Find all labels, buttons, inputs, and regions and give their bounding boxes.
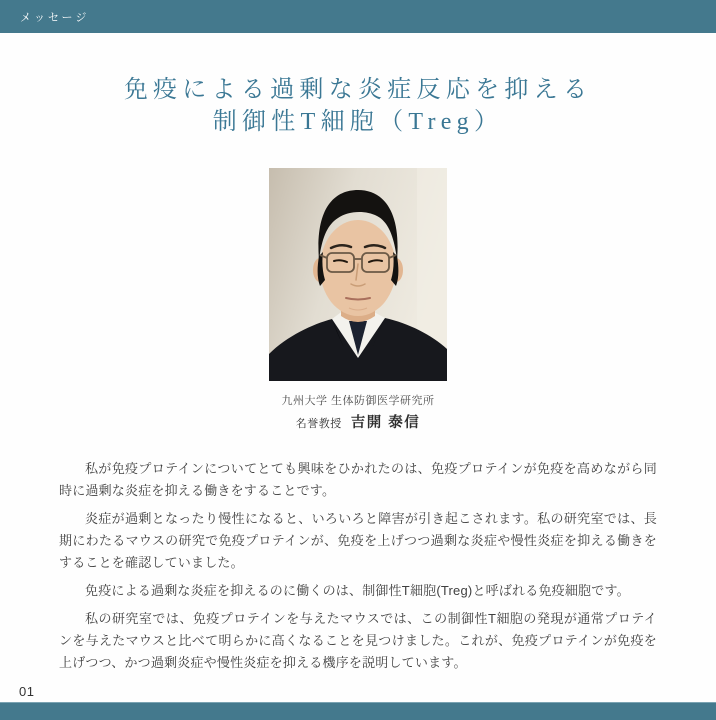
paragraph-3: 免疫による過剰な炎症を抑えるのに働くのは、制御性T細胞(Treg)と呼ばれる免疫細胞です。: [85, 583, 630, 598]
section-label: メッセージ: [20, 11, 90, 24]
photo-caption: [0, 392, 716, 432]
professor-photo: [269, 168, 447, 381]
affiliation-text: 九州大学 生体防御医学研究所: [281, 395, 435, 407]
role-text: 名誉教授: [295, 418, 342, 430]
page-title-line2: 制御性T細胞（Treg）: [212, 109, 504, 135]
professor-portrait-illustration: [269, 168, 447, 381]
paragraph-4: 私の研究室では、免疫プロテインを与えたマウスでは、この制御性T細胞の発現が通常プロテインを与えたマウスと比べて明らかに高くなることを見つけました。これが、免疫プロテインが免疫を上げつつ、かつ過剰炎症や慢性炎症を抑える機序を説明しています。: [59, 611, 657, 670]
paragraph-2: 炎症が過剰となったり慢性になると、いろいろと障害が引き起こされます。私の研究室では、長期にわたるマウスの研究で免疫プロテインが、免疫を上げつつ過剰な炎症や慢性炎症を抑える働きをすることを確認していました。: [59, 511, 657, 570]
section-header-bar: [0, 0, 716, 33]
professor-name: 吉開 泰信: [350, 415, 421, 431]
message-body: [59, 458, 657, 674]
name-row: [0, 411, 716, 432]
page-title-line1: 免疫による過剰な炎症反応を抑える: [123, 77, 593, 103]
paragraph-1: 私が免疫プロテインについてとても興味をひかれたのは、免疫プロテインが免疫を高めながら同時に過剰な炎症を抑える働きをすることです。: [59, 461, 657, 498]
bottom-accent-bar: [0, 702, 716, 720]
page-number: 01: [19, 684, 35, 699]
